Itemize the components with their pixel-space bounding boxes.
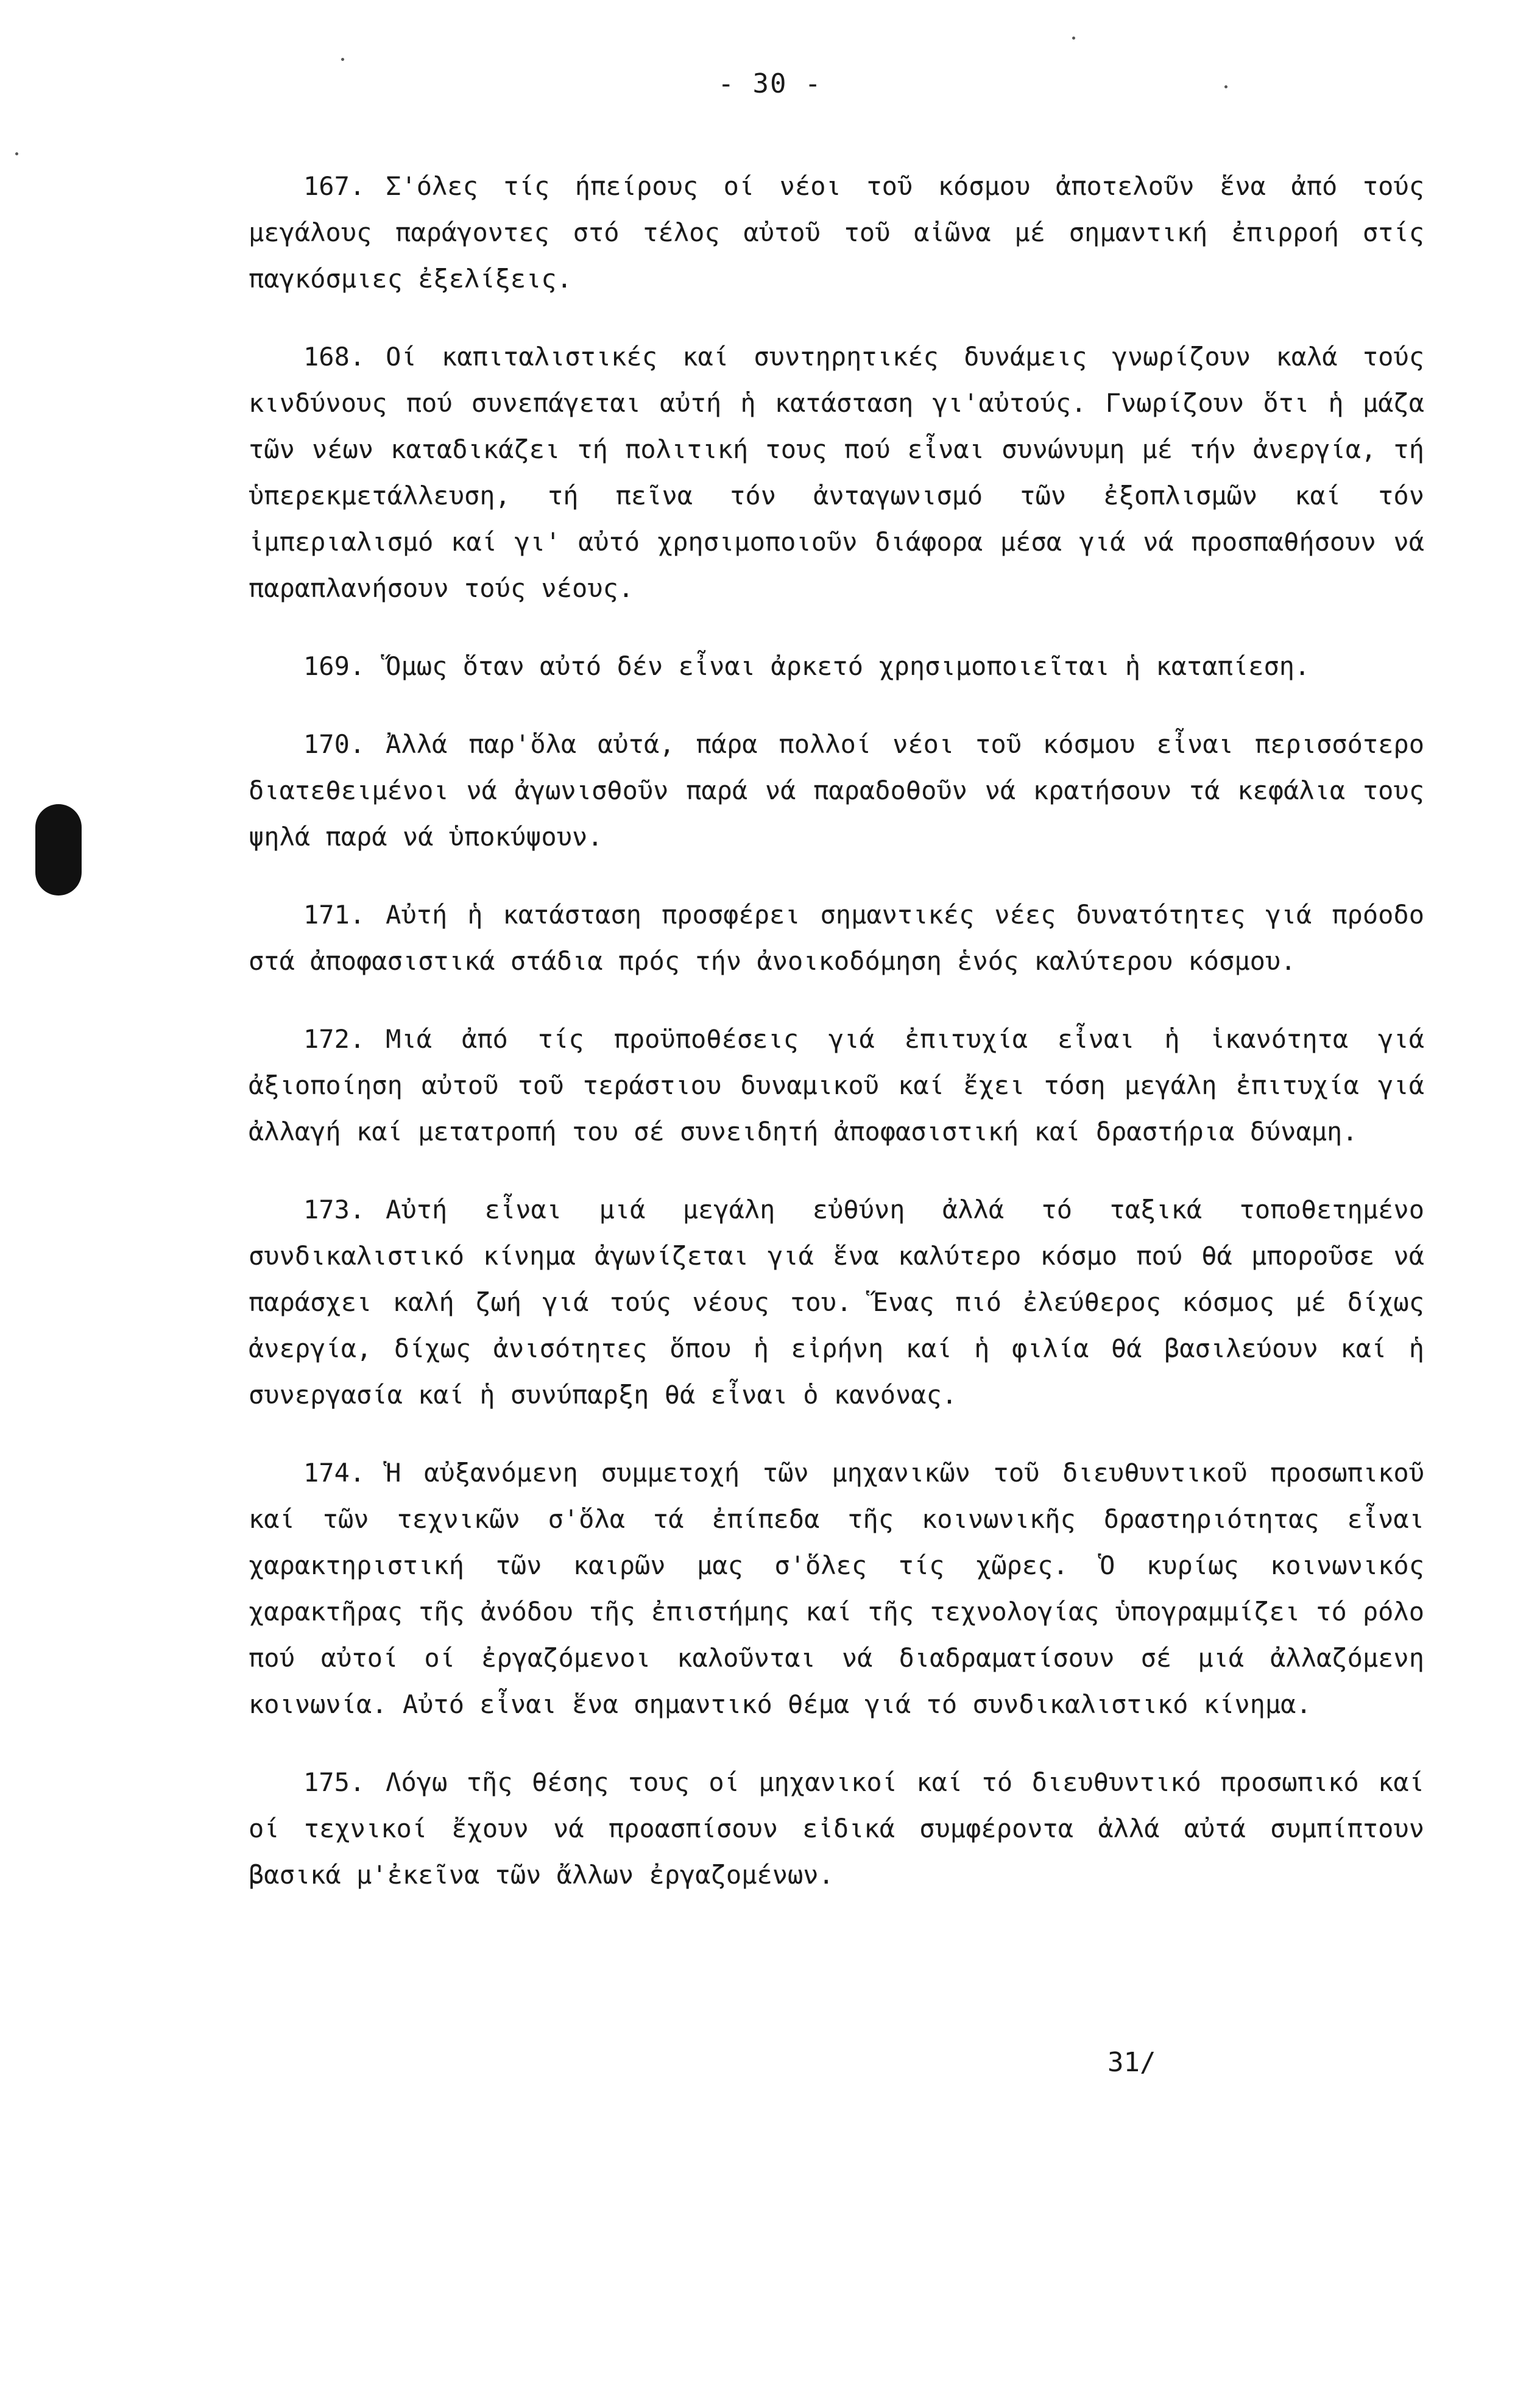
paragraph-number: 175.: [303, 1767, 366, 1797]
paragraph-text: Αὐτή ἡ κατάσταση προσφέρει σημαντικές νέες δυνατότητες γιά πρόοδο στά ἀποφασιστικά στάδια πρός τήν ἀνοικοδόμηση ἑνός καλύτερου κόσμου.: [249, 900, 1424, 976]
paragraph-174: [249, 1450, 1424, 1728]
paragraph-171: [249, 892, 1424, 984]
scan-speck: [15, 152, 18, 155]
paragraph-text: Ὅμως ὅταν αὐτό δέν εἶναι ἀρκετό χρησιμοποιεῖται ἡ καταπίεση.: [386, 651, 1310, 681]
paragraph-number: 167.: [303, 171, 366, 201]
paragraph-text: Μιά ἀπό τίς προϋποθέσεις γιά ἐπιτυχία εἶναι ἡ ἱκανότητα γιά ἀξιοποίηση αὐτοῦ τοῦ τεράστιου δυναμικοῦ καί ἔχει τόση μεγάλη ἐπιτυχία γιά ἀλλαγή καί μετατροπή του σέ συνειδητή ἀποφασιστική καί δραστήρια δύναμη.: [249, 1024, 1424, 1147]
punch-hole: [35, 804, 82, 896]
paragraph-168: [249, 334, 1424, 612]
paragraph-175: [249, 1759, 1424, 1898]
paragraph-text: Ἡ αὐξανόμενη συμμετοχή τῶν μηχανικῶν τοῦ διευθυντικοῦ προσωπικοῦ καί τῶν τεχνικῶν σ'ὅλα τά ἐπίπεδα τῆς κοινωνικῆς δραστηριότητας εἶναι χαρακτηριστική τῶν καιρῶν μας σ'ὅλες τίς χῶρες. Ὁ κυρίως κοινωνικός χαρακτῆρας τῆς ἀνόδου τῆς ἐπιστήμης καί τῆς τεχνολογίας ὑπογραμμίζει τό ρόλο πού αὐτοί οί ἐργαζόμενοι καλοῦνται νά διαδραματίσουν σέ μιά ἀλλαζόμενη κοινωνία. Αὐτό εἶναι ἕνα σημαντικό θέμα γιά τό συνδικαλιστικό κίνημα.: [249, 1458, 1424, 1719]
paragraph-number: 174.: [303, 1458, 366, 1488]
paragraph-167: [249, 163, 1424, 302]
paragraph-text: Σ'όλες τίς ήπείρους οί νέοι τοῦ κόσμου ἀποτελοῦν ἕνα ἀπό τούς μεγάλους παράγοντες στό τέλος αὐτοῦ τοῦ αἰῶνα μέ σημαντική ἐπιρροή στίς παγκόσμιες ἐξελίξεις.: [249, 171, 1424, 294]
paragraph-number: 169.: [303, 651, 366, 681]
paragraph-170: [249, 721, 1424, 860]
paragraph-number: 172.: [303, 1024, 366, 1054]
scan-speck: [341, 58, 344, 61]
paragraph-text: Οί καπιταλιστικές καί συντηρητικές δυνάμεις γνωρίζουν καλά τούς κινδύνους πού συνεπάγεται αὐτή ἡ κατάσταση γι'αὐτούς. Γνωρίζουν ὅτι ἡ μάζα τῶν νέων καταδικάζει τή πολιτική τους πού εἶναι συνώνυμη μέ τήν ἀνεργία, τή ὑπερεκμετάλλευση, τή πεῖνα τόν ἀνταγωνισμό τῶν ἐξοπλισμῶν καί τόν ἰμπεριαλισμό καί γι' αὐτό χρησιμοποιοῦν διάφορα μέσα γιά νά προσπαθήσουν νά παραπλανήσουν τούς νέους.: [249, 342, 1424, 603]
paragraph-number: 168.: [303, 342, 366, 372]
page-number: - 30 -: [718, 68, 822, 99]
paragraph-number: 170.: [303, 729, 366, 759]
paragraph-number: 173.: [303, 1195, 366, 1224]
paragraph-text: Αὐτή εἶναι μιά μεγάλη εὐθύνη ἀλλά τό ταξικά τοποθετημένο συνδικαλιστικό κίνημα ἀγωνίζεται γιά ἕνα καλύτερο κόσμο πού θά μποροῦσε νά παράσχει καλή ζωή γιά τούς νέους του. Ἕνας πιό ἐλεύθερος κόσμος μέ δίχως ἀνεργία, δίχως ἀνισότητες ὅπου ἡ εἰρήνη καί ἡ φιλία θά βασιλεύουν καί ἡ συνεργασία καί ἡ συνύπαρξη θά εἶναι ὁ κανόνας.: [249, 1195, 1424, 1410]
paragraph-number: 171.: [303, 900, 366, 930]
paragraph-text: Ἀλλά παρ'ὅλα αὐτά, πάρα πολλοί νέοι τοῦ κόσμου εἶναι περισσότερο διατεθειμένοι νά ἀγωνισθοῦν παρά νά παραδοθοῦν νά κρατήσουν τά κεφάλια τους ψηλά παρά νά ὑποκύψουν.: [249, 729, 1424, 852]
document-body: [249, 163, 1424, 1930]
paragraph-173: [249, 1187, 1424, 1418]
continuation-marker: 31/: [1107, 2047, 1156, 2078]
scan-speck: [1072, 37, 1075, 40]
paragraph-text: Λόγω τῆς θέσης τους οί μηχανικοί καί τό διευθυντικό προσωπικό καί οί τεχνικοί ἔχουν νά προασπίσουν εἰδικά συμφέροντα ἀλλά αὐτά συμπίπτουν βασικά μ'ἐκεῖνα τῶν ἄλλων ἐργαζομένων.: [249, 1767, 1424, 1890]
paragraph-169: [249, 643, 1424, 690]
paragraph-172: [249, 1016, 1424, 1155]
